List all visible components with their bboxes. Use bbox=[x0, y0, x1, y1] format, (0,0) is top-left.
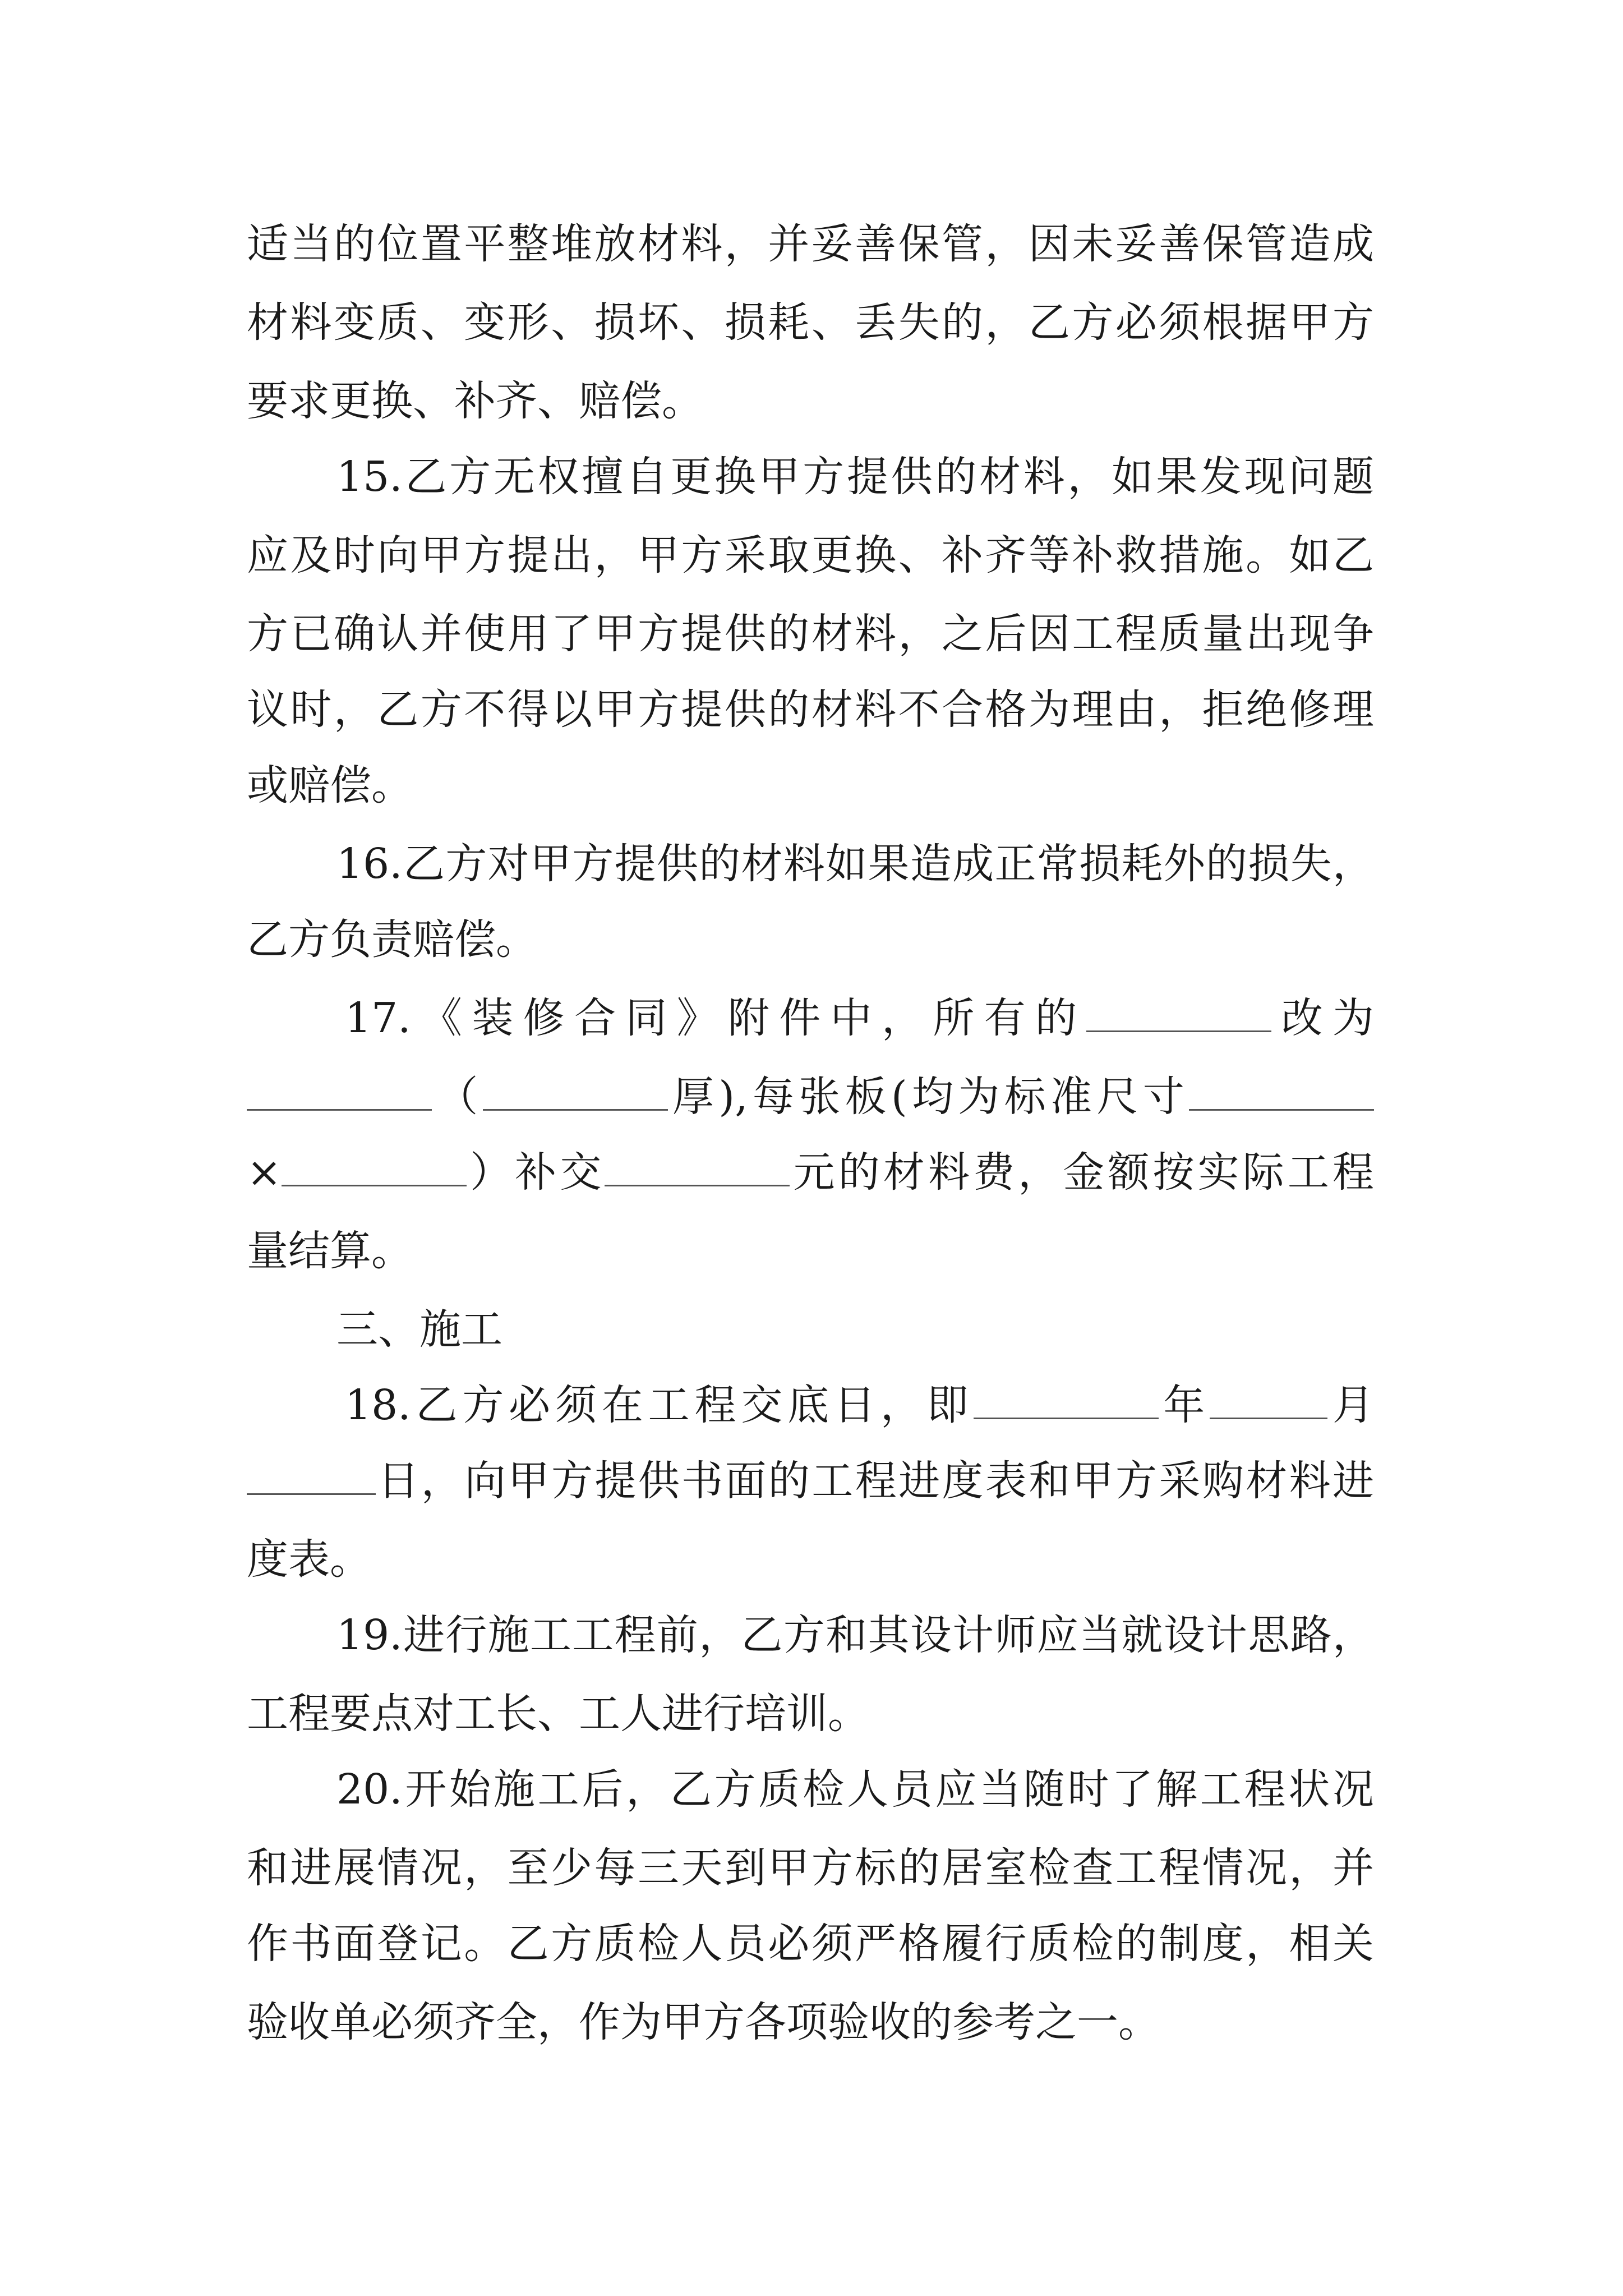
paragraph-line: 验收单必须齐全，作为甲方各项验收的参考之一。 bbox=[247, 1998, 1160, 2046]
paragraph-line: 要求更换、补齐、赔偿。 bbox=[247, 377, 703, 425]
text-fragment: 17.《装修合同》附件中，所有的 bbox=[345, 994, 1087, 1042]
paragraph-line: 作书面登记。乙方质检人员必须严格履行质检的制度，相关 bbox=[247, 1920, 1374, 1968]
paragraph-line: 材料变质、变形、损坏、损耗、丢失的，乙方必须根据甲方 bbox=[247, 298, 1374, 347]
paragraph-line: 19.进行施工工程前，乙方和其设计师应当就设计思路， bbox=[336, 1611, 1374, 1659]
paragraph-line: 或赔偿。 bbox=[247, 761, 413, 809]
paragraph-line bbox=[345, 979, 1374, 1057]
text-fragment: ）补交 bbox=[467, 1148, 605, 1197]
fill-in-blank[interactable] bbox=[1189, 1072, 1374, 1111]
section-heading: 三、施工 bbox=[336, 1305, 502, 1354]
text-fragment: （ bbox=[432, 1073, 483, 1121]
text-fragment: 18.乙方必须在工程交底日，即 bbox=[345, 1381, 974, 1429]
fill-in-blank[interactable] bbox=[247, 1072, 432, 1111]
fill-in-blank[interactable] bbox=[974, 1381, 1159, 1419]
paragraph-line: 量结算。 bbox=[247, 1227, 413, 1275]
paragraph-line: 20.开始施工后，乙方质检人员应当随时了解工程状况 bbox=[336, 1765, 1374, 1814]
fill-in-blank[interactable] bbox=[605, 1148, 790, 1186]
paragraph-line bbox=[247, 1057, 1374, 1136]
paragraph-line bbox=[247, 1442, 1374, 1520]
text-fragment: 日，向甲方提供书面的工程进度表和甲方采购材料进 bbox=[376, 1457, 1374, 1505]
paragraph-line: 适当的位置平整堆放材料，并妥善保管，因未妥善保管造成 bbox=[247, 220, 1374, 268]
text-fragment: 厚),每张板(均为标准尺寸 bbox=[667, 1073, 1189, 1121]
paragraph-line: 16.乙方对甲方提供的材料如果造成正常损耗外的损失， bbox=[336, 840, 1374, 888]
paragraph-line: 15.乙方无权擅自更换甲方提供的材料，如果发现问题 bbox=[336, 453, 1374, 501]
fill-in-blank[interactable] bbox=[1210, 1381, 1327, 1419]
paragraph-line bbox=[345, 1366, 1374, 1444]
text-fragment: 元的材料费，金额按实际工程 bbox=[790, 1148, 1375, 1197]
paragraph-line: 工程要点对工长、工人进行培训。 bbox=[247, 1690, 869, 1738]
paragraph-line: 度表。 bbox=[247, 1535, 371, 1584]
paragraph-line: 乙方负责赔偿。 bbox=[247, 915, 537, 964]
text-fragment: × bbox=[247, 1148, 282, 1197]
paragraph-line: 和进展情况，至少每三天到甲方标的居室检查工程情况，并 bbox=[247, 1844, 1374, 1892]
fill-in-blank[interactable] bbox=[247, 1456, 376, 1495]
text-fragment: 月 bbox=[1327, 1381, 1375, 1429]
fill-in-blank[interactable] bbox=[483, 1072, 668, 1111]
paragraph-line: 议时，乙方不得以甲方提供的材料不合格为理由，拒绝修理 bbox=[247, 685, 1374, 734]
fill-in-blank[interactable] bbox=[282, 1148, 467, 1186]
paragraph-line bbox=[247, 1133, 1374, 1212]
fill-in-blank[interactable] bbox=[1086, 993, 1271, 1032]
paragraph-line: 方已确认并使用了甲方提供的材料，之后因工程质量出现争 bbox=[247, 610, 1374, 658]
paragraph-line: 应及时向甲方提出，甲方采取更换、补齐等补救措施。如乙 bbox=[247, 531, 1374, 579]
text-fragment: 改为 bbox=[1271, 994, 1375, 1042]
text-fragment: 年 bbox=[1158, 1381, 1210, 1429]
